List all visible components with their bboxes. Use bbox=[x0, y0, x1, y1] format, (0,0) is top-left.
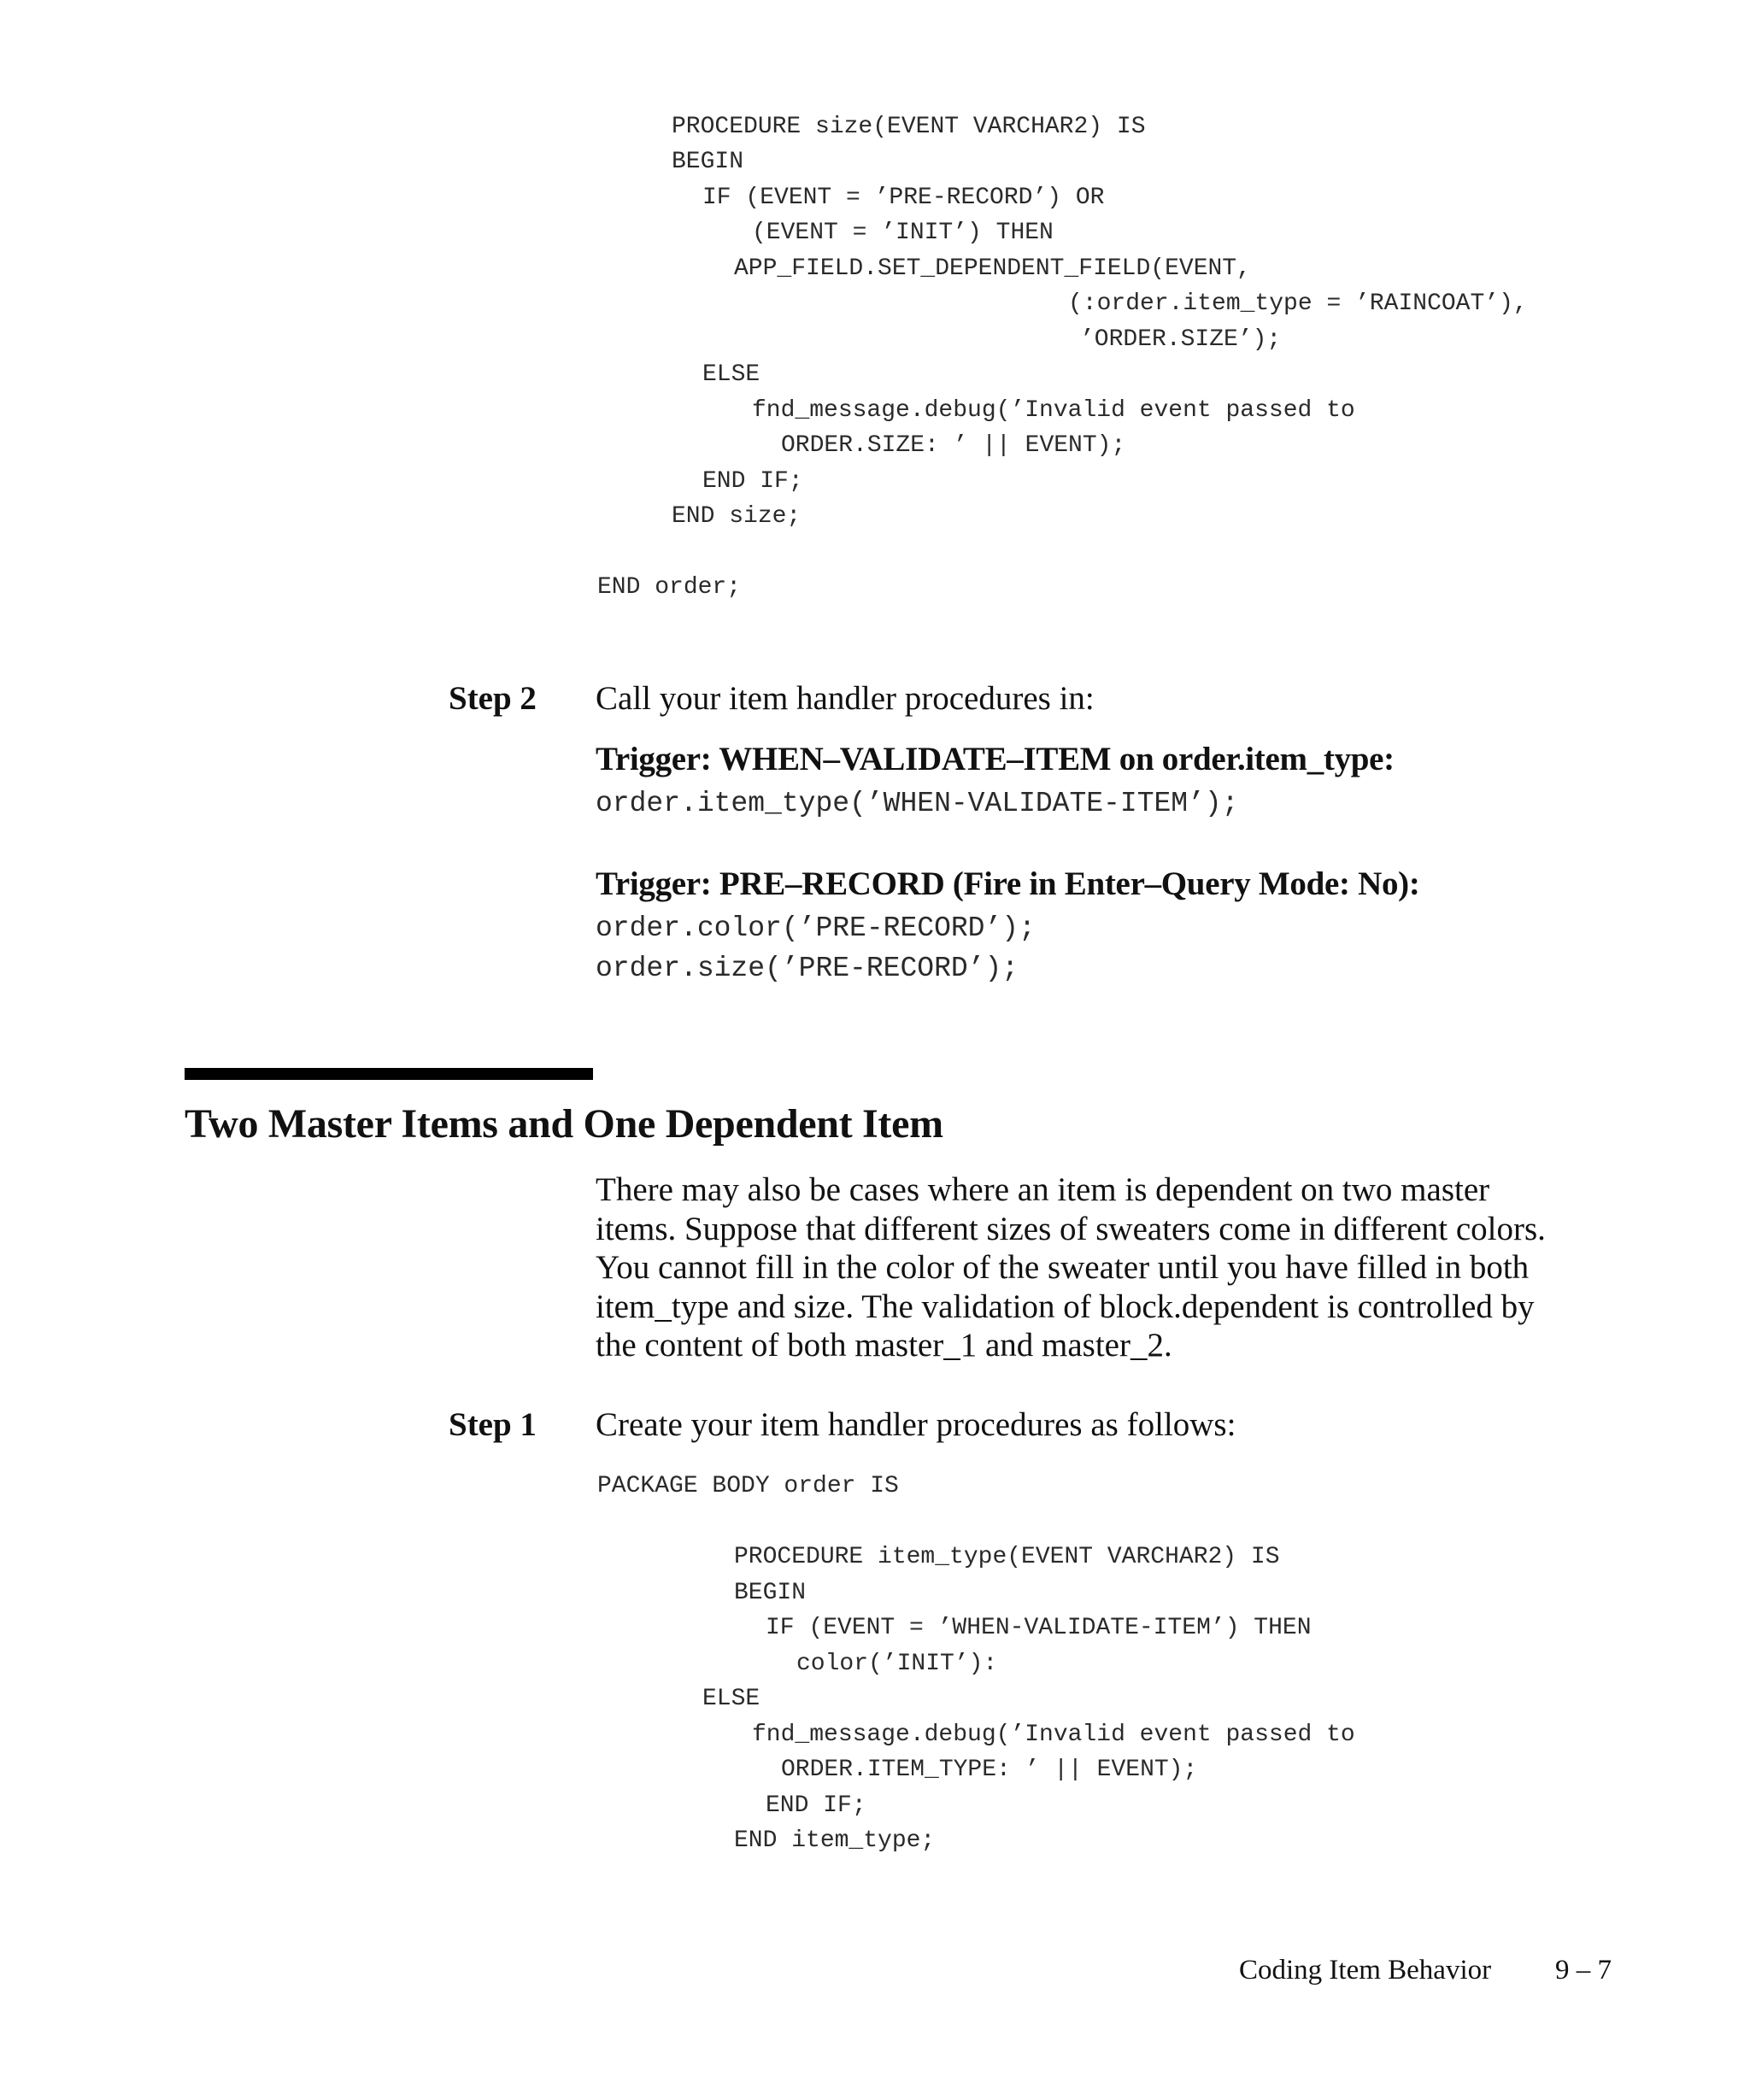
code-line: END IF; bbox=[766, 1792, 866, 1819]
code-line: IF (EVENT = ’PRE-RECORD’) OR bbox=[702, 185, 1105, 211]
code-line: ’ORDER.SIZE’); bbox=[1080, 326, 1282, 353]
code-line: BEGIN bbox=[734, 1580, 807, 1606]
trigger-heading: Trigger: WHEN–VALIDATE–ITEM on order.item_type: bbox=[596, 741, 1395, 777]
trigger-code: order.color(’PRE-RECORD’); bbox=[596, 912, 1036, 944]
paragraph-line: the content of both master_1 and master_2. bbox=[596, 1327, 1172, 1364]
code-line: APP_FIELD.SET_DEPENDENT_FIELD(EVENT, bbox=[734, 255, 1251, 282]
section-rule bbox=[185, 1068, 593, 1080]
code-line: END item_type; bbox=[734, 1827, 936, 1854]
code-line: END size; bbox=[672, 503, 802, 530]
code-line: BEGIN bbox=[672, 149, 744, 175]
code-line: color(’INIT’): bbox=[796, 1651, 998, 1677]
step-text: Create your item handler procedures as follows: bbox=[596, 1406, 1236, 1443]
section-heading: Two Master Items and One Dependent Item bbox=[185, 1101, 943, 1147]
footer-chapter-title: Coding Item Behavior bbox=[1239, 1955, 1492, 1986]
paragraph-line: There may also be cases where an item is dependent on two master bbox=[596, 1171, 1490, 1208]
trigger-heading: Trigger: PRE–RECORD (Fire in Enter–Query Mode: No): bbox=[596, 865, 1420, 902]
code-line: (:order.item_type = ’RAINCOAT’), bbox=[1068, 290, 1528, 317]
code-line: fnd_message.debug(’Invalid event passed to bbox=[752, 1722, 1355, 1748]
code-line: PROCEDURE item_type(EVENT VARCHAR2) IS bbox=[734, 1544, 1280, 1570]
code-line: PACKAGE BODY order IS bbox=[597, 1473, 899, 1499]
step-label: Step 2 bbox=[449, 680, 537, 717]
paragraph-line: You cannot fill in the color of the sweater until you have filled in both bbox=[596, 1249, 1530, 1286]
code-line: ELSE bbox=[702, 361, 760, 388]
code-line: PROCEDURE size(EVENT VARCHAR2) IS bbox=[672, 114, 1146, 140]
paragraph-line: item_type and size. The validation of block.dependent is controlled by bbox=[596, 1288, 1535, 1325]
step-label: Step 1 bbox=[449, 1406, 537, 1443]
trigger-code: order.item_type(’WHEN-VALIDATE-ITEM’); bbox=[596, 788, 1239, 819]
code-line: END IF; bbox=[702, 468, 803, 495]
section-paragraph bbox=[596, 1170, 1621, 1365]
trigger-code: order.size(’PRE-RECORD’); bbox=[596, 953, 1019, 984]
code-line: ELSE bbox=[702, 1686, 760, 1712]
code-line: (EVENT = ’INIT’) THEN bbox=[752, 220, 1054, 246]
code-line: ORDER.ITEM_TYPE: ’ || EVENT); bbox=[781, 1757, 1198, 1783]
code-line: ORDER.SIZE: ’ || EVENT); bbox=[781, 432, 1126, 459]
code-line: IF (EVENT = ’WHEN-VALIDATE-ITEM’) THEN bbox=[766, 1615, 1312, 1641]
code-line: fnd_message.debug(’Invalid event passed to bbox=[752, 397, 1355, 424]
paragraph-line: items. Suppose that different sizes of sweaters come in different colors. bbox=[596, 1210, 1546, 1247]
code-line: END order; bbox=[597, 574, 742, 601]
step-text: Call your item handler procedures in: bbox=[596, 680, 1095, 717]
footer-page-number: 9 – 7 bbox=[1555, 1955, 1612, 1986]
